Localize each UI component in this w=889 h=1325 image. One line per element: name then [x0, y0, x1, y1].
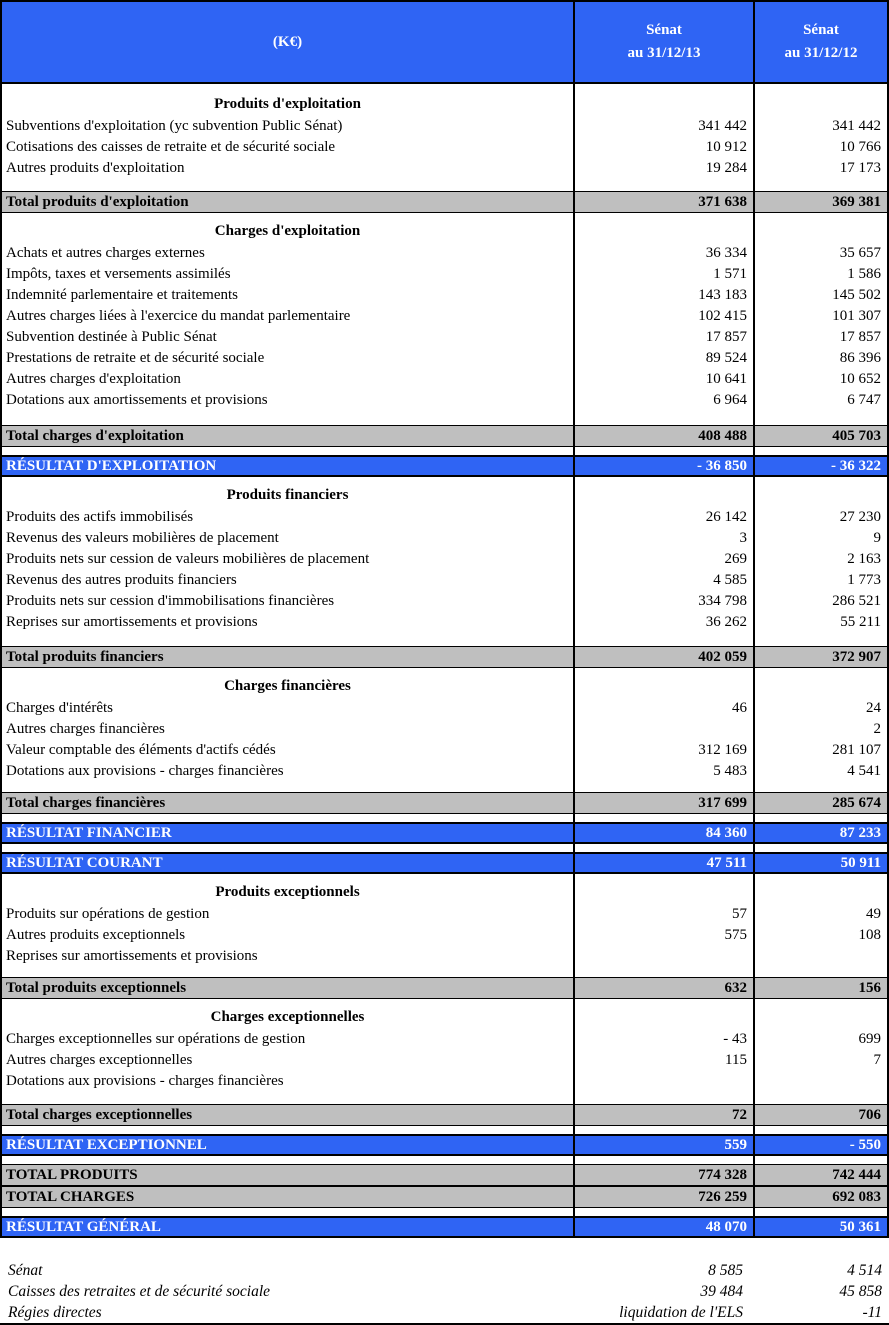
value-2012: 17 173 [753, 158, 887, 179]
value-2013: 48 070 [573, 1218, 753, 1236]
value-2012: 87 233 [753, 824, 887, 842]
value-2013 [573, 633, 753, 646]
value-2013 [573, 967, 753, 977]
column-header-2012 [753, 2, 887, 82]
value-2012: 286 521 [753, 591, 887, 612]
value-2012: 17 857 [753, 327, 887, 348]
value-2013 [573, 782, 753, 792]
value-2013 [573, 84, 753, 116]
spacer-row [2, 1208, 887, 1216]
row-label: Total charges exceptionnelles [6, 1106, 193, 1123]
footer-label: Régies directes [8, 1303, 102, 1321]
value-2013 [573, 668, 753, 698]
value-2012: 742 444 [753, 1165, 887, 1185]
spacer-row [2, 447, 887, 455]
value-2012: 2 163 [753, 549, 887, 570]
row-label: Total produits exceptionnels [6, 979, 187, 996]
item-row [2, 507, 887, 528]
row-label: Produits des actifs immobilisés [6, 509, 194, 525]
row-label: RÉSULTAT D'EXPLOITATION [6, 457, 217, 474]
column-header-2013-line1: Sénat [646, 22, 682, 38]
section-row [2, 213, 887, 243]
value-2012: 372 907 [753, 647, 887, 667]
footer-row [0, 1302, 889, 1323]
total-row [2, 1104, 887, 1126]
value-2012 [753, 814, 887, 822]
value-2013 [573, 1126, 753, 1134]
row-label: RÉSULTAT FINANCIER [6, 824, 172, 841]
row-label: Produits sur opérations de gestion [6, 906, 210, 922]
value-2013: 17 857 [573, 327, 753, 348]
item-row [2, 243, 887, 264]
value-2013: 4 585 [573, 570, 753, 591]
value-2013: 726 259 [573, 1187, 753, 1207]
value-2012: 9 [753, 528, 887, 549]
value-2013: 341 442 [573, 116, 753, 137]
row-label: Impôts, taxes et versements assimilés [6, 266, 231, 282]
value-2012 [753, 1092, 887, 1104]
value-2012 [753, 179, 887, 191]
row-label: TOTAL PRODUITS [6, 1166, 138, 1183]
item-row [2, 740, 887, 761]
value-2013: 334 798 [573, 591, 753, 612]
value-2012: 1 773 [753, 570, 887, 591]
value-2012 [753, 668, 887, 698]
spacer-row [2, 1092, 887, 1104]
value-2013: 371 638 [573, 192, 753, 212]
row-label: Dotations aux provisions - charges financières [6, 763, 284, 779]
row-label [2, 782, 573, 792]
value-2013: 57 [573, 904, 753, 925]
row-label: Revenus des valeurs mobilières de placement [6, 530, 279, 546]
value-2012 [753, 447, 887, 455]
row-label: Indemnité parlementaire et traitements [6, 287, 238, 303]
footer-value-2013: 8 585 [708, 1261, 743, 1279]
value-2012 [753, 874, 887, 904]
value-2012: 50 911 [753, 854, 887, 872]
value-2013 [573, 1156, 753, 1164]
value-2012: 49 [753, 904, 887, 925]
total-row [2, 191, 887, 213]
row-label: Achats et autres charges externes [6, 245, 205, 261]
value-2012: 27 230 [753, 507, 887, 528]
item-row [2, 904, 887, 925]
value-2012: 2 [753, 719, 887, 740]
value-2013 [573, 1208, 753, 1216]
item-row [2, 306, 887, 327]
footer-value-2012: -11 [862, 1303, 882, 1321]
item-row [2, 946, 887, 967]
value-2012 [753, 782, 887, 792]
column-header-2013-line2: au 31/12/13 [627, 45, 701, 61]
value-2012 [753, 477, 887, 507]
section-row [2, 668, 887, 698]
value-2013: - 36 850 [573, 457, 753, 475]
value-2012: 35 657 [753, 243, 887, 264]
value-2012: 6 747 [753, 390, 887, 411]
value-2013 [573, 179, 753, 191]
row-label: Total charges financières [6, 794, 166, 811]
row-label: Subventions d'exploitation (yc subvention Public Sénat) [6, 118, 343, 134]
value-2013: 26 142 [573, 507, 753, 528]
row-label [2, 1156, 573, 1164]
total-row [2, 1164, 887, 1186]
value-2012: 285 674 [753, 793, 887, 813]
value-2012 [753, 84, 887, 116]
value-2012 [753, 967, 887, 977]
row-label: Dotations aux provisions - charges financières [6, 1073, 284, 1089]
value-2012: 405 703 [753, 426, 887, 446]
item-row [2, 348, 887, 369]
value-2012: 10 766 [753, 137, 887, 158]
value-2012: 50 361 [753, 1218, 887, 1236]
item-row [2, 264, 887, 285]
row-label: Charges exceptionnelles sur opérations de gestion [6, 1031, 306, 1047]
spacer-row [2, 782, 887, 792]
column-header-2012-line1: Sénat [803, 22, 839, 38]
value-2012: 706 [753, 1105, 887, 1125]
row-label: Revenus des autres produits financiers [6, 572, 237, 588]
result-row [2, 1134, 887, 1156]
row-label: Dotations aux amortissements et provisions [6, 392, 268, 408]
value-2013 [573, 999, 753, 1029]
row-label: Charges financières [224, 678, 351, 694]
row-label [2, 179, 573, 191]
value-2012: 692 083 [753, 1187, 887, 1207]
value-2013: 89 524 [573, 348, 753, 369]
item-row [2, 1050, 887, 1071]
value-2012: 4 541 [753, 761, 887, 782]
value-2013 [573, 1092, 753, 1104]
item-row [2, 570, 887, 591]
value-2013 [573, 946, 753, 967]
table-header-row [2, 2, 887, 84]
row-label: RÉSULTAT GÉNÉRAL [6, 1218, 161, 1235]
result-row [2, 822, 887, 844]
total-row [2, 1186, 887, 1208]
value-2013: 19 284 [573, 158, 753, 179]
value-2013: 36 262 [573, 612, 753, 633]
column-header-2012-line2: au 31/12/12 [784, 45, 858, 61]
row-label: Reprises sur amortissements et provisions [6, 614, 258, 630]
value-2013 [573, 411, 753, 425]
item-row [2, 1029, 887, 1050]
value-2012: 7 [753, 1050, 887, 1071]
value-2013: 10 641 [573, 369, 753, 390]
item-row [2, 591, 887, 612]
row-label [2, 1126, 573, 1134]
value-2013: 115 [573, 1050, 753, 1071]
spacer-row [2, 814, 887, 822]
row-label: Produits d'exploitation [214, 96, 361, 112]
value-2013 [573, 447, 753, 455]
item-row [2, 1071, 887, 1092]
value-2012: 101 307 [753, 306, 887, 327]
item-row [2, 137, 887, 158]
row-label: Charges d'exploitation [214, 223, 361, 239]
row-label [2, 844, 573, 852]
row-label: RÉSULTAT EXCEPTIONNEL [6, 1136, 207, 1153]
spacer-row [2, 411, 887, 425]
value-2013: 402 059 [573, 647, 753, 667]
value-2013 [573, 719, 753, 740]
row-label: Total produits d'exploitation [6, 193, 189, 210]
value-2012: 108 [753, 925, 887, 946]
row-label: Autres charges d'exploitation [6, 371, 181, 387]
value-2012 [753, 633, 887, 646]
value-2013 [573, 1071, 753, 1092]
total-row [2, 425, 887, 447]
section-row [2, 874, 887, 904]
total-row [2, 977, 887, 999]
result-row [2, 455, 887, 477]
total-row [2, 792, 887, 814]
row-label: Cotisations des caisses de retraite et de sécurité sociale [6, 139, 336, 155]
value-2012: 145 502 [753, 285, 887, 306]
value-2013: 317 699 [573, 793, 753, 813]
value-2013: - 43 [573, 1029, 753, 1050]
row-label: Autres charges financières [6, 721, 165, 737]
item-row [2, 698, 887, 719]
row-label: Autres charges liées à l'exercice du mandat parlementaire [6, 308, 351, 324]
item-row [2, 116, 887, 137]
value-2012 [753, 411, 887, 425]
value-2013: 5 483 [573, 761, 753, 782]
spacer-row [2, 967, 887, 977]
total-row [2, 646, 887, 668]
item-row [2, 369, 887, 390]
value-2013: 143 183 [573, 285, 753, 306]
row-label: Subvention destinée à Public Sénat [6, 329, 217, 345]
row-label [2, 447, 573, 455]
spacer-row [2, 179, 887, 191]
row-label [2, 411, 573, 425]
section-row [2, 84, 887, 116]
value-2013: 408 488 [573, 426, 753, 446]
value-2013: 72 [573, 1105, 753, 1125]
value-2012 [753, 1071, 887, 1092]
value-2013: 46 [573, 698, 753, 719]
row-label: Charges d'intérêts [6, 700, 113, 716]
value-2013 [573, 874, 753, 904]
value-2013: 559 [573, 1136, 753, 1154]
footer-notes [0, 1260, 889, 1323]
unit-label [2, 2, 573, 82]
row-label: Reprises sur amortissements et provisions [6, 948, 258, 964]
column-header-2013 [573, 2, 753, 82]
value-2013: 36 334 [573, 243, 753, 264]
value-2012: 341 442 [753, 116, 887, 137]
footer-value-2013: 39 484 [700, 1282, 743, 1300]
value-2012: - 550 [753, 1136, 887, 1154]
value-2012: 369 381 [753, 192, 887, 212]
result-row [2, 852, 887, 874]
item-row [2, 549, 887, 570]
item-row [2, 158, 887, 179]
item-row [2, 285, 887, 306]
value-2013: 269 [573, 549, 753, 570]
item-row [2, 390, 887, 411]
value-2012: 1 586 [753, 264, 887, 285]
value-2012: 24 [753, 698, 887, 719]
row-label: Charges exceptionnelles [210, 1009, 365, 1025]
footer-label: Caisses des retraites et de sécurité sociale [8, 1282, 271, 1300]
row-label: Valeur comptable des éléments d'actifs cédés [6, 742, 276, 758]
value-2012 [753, 1156, 887, 1164]
value-2013: 1 571 [573, 264, 753, 285]
footer-row [0, 1260, 889, 1281]
row-label [2, 633, 573, 646]
item-row [2, 925, 887, 946]
footer-row [0, 1281, 889, 1302]
value-2013 [573, 477, 753, 507]
value-2012: - 36 322 [753, 457, 887, 475]
value-2013: 3 [573, 528, 753, 549]
value-2013 [573, 213, 753, 243]
row-label [2, 1092, 573, 1104]
value-2012 [753, 844, 887, 852]
value-2012: 55 211 [753, 612, 887, 633]
row-label: Produits exceptionnels [215, 884, 360, 900]
footer-value-2013: liquidation de l'ELS [619, 1303, 743, 1321]
value-2013: 312 169 [573, 740, 753, 761]
value-2013: 6 964 [573, 390, 753, 411]
footer-value-2012: 4 514 [847, 1261, 882, 1279]
value-2013 [573, 844, 753, 852]
unit-text: (K€) [272, 33, 303, 50]
value-2013: 102 415 [573, 306, 753, 327]
row-label: Prestations de retraite et de sécurité sociale [6, 350, 265, 366]
value-2012: 86 396 [753, 348, 887, 369]
row-label: RÉSULTAT COURANT [6, 854, 163, 871]
value-2013: 84 360 [573, 824, 753, 842]
row-label [2, 967, 573, 977]
row-label [2, 1208, 573, 1216]
value-2012 [753, 946, 887, 967]
spacer-row [2, 633, 887, 646]
value-2012: 156 [753, 978, 887, 998]
item-row [2, 528, 887, 549]
value-2013 [573, 814, 753, 822]
item-row [2, 761, 887, 782]
value-2013: 47 511 [573, 854, 753, 872]
section-row [2, 999, 887, 1029]
value-2013: 575 [573, 925, 753, 946]
footer-value-2012: 45 858 [839, 1282, 882, 1300]
footer-label: Sénat [8, 1261, 43, 1279]
row-label: Autres produits exceptionnels [6, 927, 186, 943]
value-2012: 699 [753, 1029, 887, 1050]
spacer-row [2, 1126, 887, 1134]
value-2013: 632 [573, 978, 753, 998]
item-row [2, 327, 887, 348]
value-2012 [753, 213, 887, 243]
value-2012 [753, 1126, 887, 1134]
value-2013: 10 912 [573, 137, 753, 158]
row-label: Autres produits d'exploitation [6, 160, 185, 176]
row-label [2, 814, 573, 822]
value-2012: 10 652 [753, 369, 887, 390]
row-label: Total charges d'exploitation [6, 427, 184, 444]
spacer-row [2, 1156, 887, 1164]
value-2012: 281 107 [753, 740, 887, 761]
row-label: Produits nets sur cession d'immobilisations financières [6, 593, 335, 609]
result-row [2, 1216, 887, 1238]
item-row [2, 719, 887, 740]
value-2012 [753, 1208, 887, 1216]
row-label: Produits financiers [226, 487, 349, 503]
row-label: TOTAL CHARGES [6, 1188, 135, 1205]
spacer-row [2, 844, 887, 852]
row-label: Produits nets sur cession de valeurs mobilières de placement [6, 551, 370, 567]
section-row [2, 477, 887, 507]
value-2013: 774 328 [573, 1165, 753, 1185]
value-2012 [753, 999, 887, 1029]
item-row [2, 612, 887, 633]
row-label: Total produits financiers [6, 648, 164, 665]
row-label: Autres charges exceptionnelles [6, 1052, 193, 1068]
